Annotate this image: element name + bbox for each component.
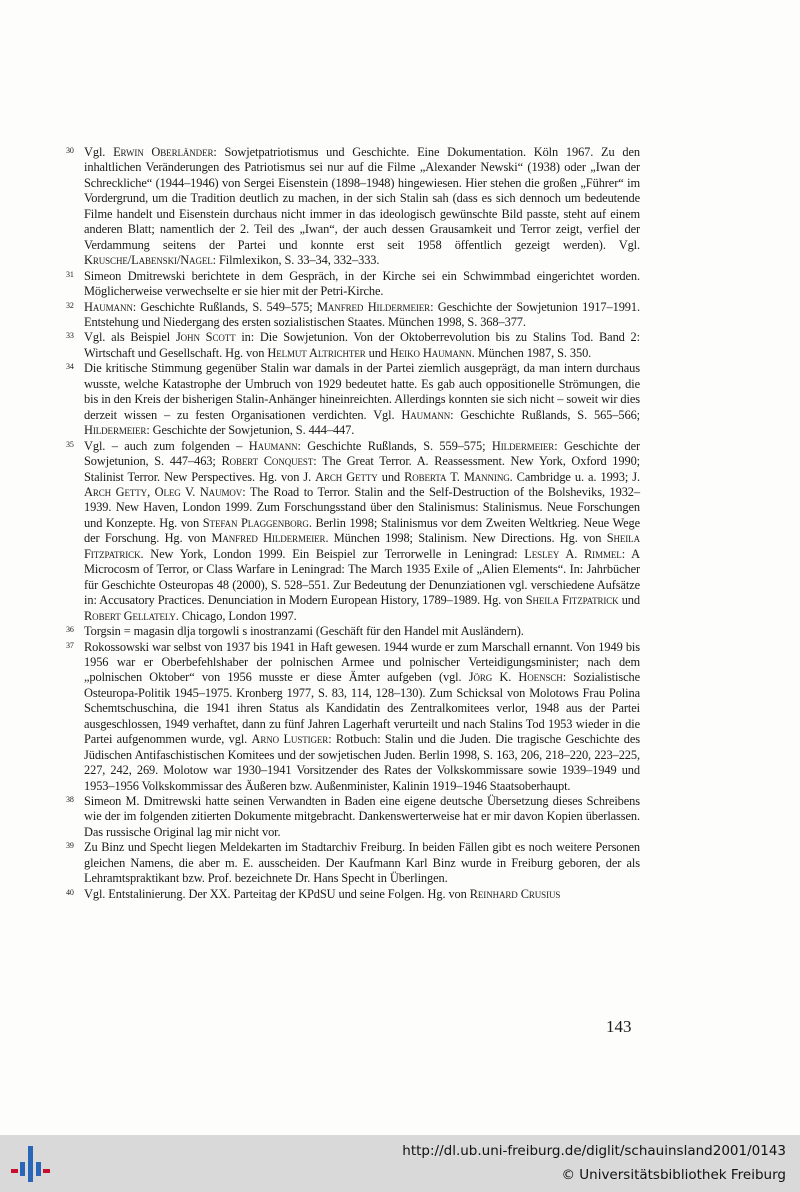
footnote (66, 330, 640, 361)
footnote-text: Vgl. Entstalinierung. Der XX. Parteitag der KPdSU und seine Folgen. Hg. von Reinhard Crusius (84, 886, 561, 901)
footnote (66, 887, 640, 902)
footnote-number: 39 (66, 841, 74, 851)
footnotes (66, 145, 640, 902)
footnote (66, 439, 640, 624)
footnote-number: 38 (66, 795, 74, 805)
footnote-text: Rokossowski war selbst von 1937 bis 1941 in Haft gewesen. 1944 wurde er zum Marschall ernannt. Von 1949 bis 1956 war er Oberbefehlshaber der polnischen Armee und polnischer Verteidigungsminister; nach dem „polnischen Oktober“ von 1956 musste er diese Ämter aufgeben (vgl. Jörg K. Hoensch: Sozialistische Osteuropa-Politik 1945–1975. Kronberg 1977, S. 83, 114, 128–130). Zum Schicksal von Molotows Frau Polina Schemtschuschina, die 1941 ihren Status als Kandidatin des Zentralkomitees verlor, 1948 aus der Partei ausgeschlossen, 1949 verhaftet, dann zu fünf Jahren Lagerhaft verurteilt und nach Stalins Tod 1953 wieder in die Partei aufgenommen wurde, vgl. Arno Lustiger: Rotbuch: Stalin und die Juden. Die tragische Geschichte des Jüdischen Antifaschistischen Komitees und der sowjetischen Juden. Berlin 1998, S. 163, 206, 218–220, 223–225, 227, 242, 269. Molotow war 1930–1941 Vorsitzender des Rates der Volkskommissare sowie 1939–1949 und 1953–1956 Volkskommissar des Äußeren bzw. Außenminister, Kalinin 1919–1946 Staatsoberhaupt. (84, 639, 640, 793)
footnote-number: 35 (66, 439, 74, 449)
source-url-link[interactable]: http://dl.ub.uni-freiburg.de/diglit/schauinsland2001/0143 (402, 1143, 786, 1159)
footnote-number: 33 (66, 331, 74, 341)
footnote (66, 794, 640, 840)
footnote-number: 32 (66, 300, 74, 310)
footnote (66, 269, 640, 300)
footnote (66, 840, 640, 886)
footnote (66, 145, 640, 269)
viewer-footer (0, 1135, 800, 1192)
footnote-number: 30 (66, 146, 74, 155)
footnote-number: 40 (66, 887, 74, 897)
footnote-text: Simeon M. Dmitrewski hatte seinen Verwandten in Baden eine eigene deutsche Übersetzung dieses Schreibens wie der im folgenden zitierten Dokumente mitgebracht. Dankenswerterweise hat er mir davon Kopien überlassen. Das russische Original lag mir nicht vor. (84, 794, 640, 839)
footnote-number: 36 (66, 625, 74, 635)
footnote-number: 37 (66, 640, 74, 650)
footnote-text: Vgl. – auch zum folgenden – Haumann: Geschichte Rußlands, S. 559–575; Hildermeier: Geschichte der Sowjetunion, S. 447–463; Robert Conquest: The Great Terror. A. Reassessment. New York, Oxford 1990; Stalinist Terror. New Perspectives. Hg. von J. Arch Getty und Roberta T. Manning. Cambridge u. a. 1993; J. Arch Getty, Oleg V. Naumov: The Road to Terror. Stalin and the Self-Destruction of the Bolsheviks, 1932–1939. New Haven, London 1999. Zum Forschungsstand über den Stalinismus: Stalinismus. Neue Forschungen und Konzepte. Hg. von Stefan Plaggenborg. Berlin 1998; Stalinismus vor dem Zweiten Weltkrieg. Neue Wege der Forschung. Hg. von Manfred Hildermeier. München 1998; Stalinism. New Directions. Hg. von Sheila Fitzpatrick. New York, London 1999. Ein Beispiel zur Terrorwelle in Leningrad: Lesley A. Rimmel: A Microcosm of Terror, or Class Warfare in Leningrad: The March 1935 Exile of „Alien Elements“. In: Jahrbücher für Geschichte Osteuropas 48 (2000), S. 528–551. Zur Bedeutung der Denunziationen vgl. verschiedene Aufsätze in: Accusatory Practices. Denunciation in Modern European History, 1789–1989. Hg. von Sheila Fitzpatrick und Robert Gellately. Chicago, London 1997. (84, 438, 641, 623)
footnote (66, 361, 640, 438)
footnote-number: 34 (66, 362, 74, 372)
footnote-text: Torgsin = magasin dlja torgowli s inostranzami (Geschäft für den Handel mit Ausländern). (84, 624, 524, 639)
page-number: 143 (606, 1017, 632, 1036)
footnote-text: Simeon Dmitrewski berichtete in dem Gespräch, in der Kirche sei ein Schwimmbad eingerichtet worden. Möglicherweise verwechselte er sie hier mit der Petri-Kirche. (84, 268, 640, 299)
footnote-text: Haumann: Geschichte Rußlands, S. 549–575; Manfred Hildermeier: Geschichte der Sowjetunion 1917–1991. Entstehung und Niedergang des ersten sozialistischen Staates. München 1998, S. 368–377. (84, 299, 640, 329)
footnote-text: Vgl. als Beispiel John Scott in: Die Sowjetunion. Von der Oktoberrevolution bis zu Stalins Tod. Band 2: Wirtschaft und Gesellschaft. Hg. von Helmut Altrichter und Heiko Haumann. München 1987, S. 350. (84, 330, 640, 360)
footnote-text: Vgl. Erwin Oberländer: Sowjetpatriotismus und Geschichte. Eine Dokumentation. Köln 1967. Zu den inhaltlichen Veränderungen des Patriotismus sei nur auf die Filme „Alexander Newski“ (1938) oder „Iwan der Schreckliche“ (1944–1946) von Sergei Eisenstein (1898–1948) hingewiesen. Hier stehen die großen „Führer“ im Vordergrund, um die Tradition deutlich zu machen, in der sich Stalin sah (dass es sich dennoch um bedeutende Filme handelt und Eisenstein durchaus nicht immer in das ideologisch gewünschte Bild passte, steht auf einem anderen Blatt; namentlich der 2. Teil des „Iwan“, der auch dessen Grausamkeit und Terror zeigt, verfiel der Verdammung seitens der Partei und konnte erst seit 1958 öffentlich gezeigt werden). Vgl. Krusche/Labenski/Nagel: Filmlexikon, S. 33–34, 332–333. (84, 145, 640, 268)
footnote-text: Zu Binz und Specht liegen Meldekarten im Stadtarchiv Freiburg. In beiden Fällen gibt es noch weitere Personen gleichen Namens, die aber m. E. ausscheiden. Der Kaufmann Karl Binz wurde in Freiburg geboren, der als Lehramtspraktikant bzw. Prof. bezeichnete Dr. Hans Specht in Überlingen. (84, 840, 640, 886)
copyright-text: © Universitätsbibliothek Freiburg (561, 1167, 786, 1183)
footnote (66, 300, 640, 331)
footnote-number: 31 (66, 269, 74, 279)
footnote-text: Die kritische Stimmung gegenüber Stalin war damals in der Partei ziemlich ausgeprägt, da man intern durchaus wusste, welche Katastrophe der Umbruch von 1929 bedeutet hatte. Es gab auch oppositionelle Strömungen, die bis in den Kreis der bisherigen Stalin-Anhänger hineinreichten. Allerdings konnten sie sich nicht – soweit wir dies derzeit wissen – zu festen Organisationen verdichten. Vgl. Haumann: Geschichte Rußlands, S. 565–566; Hildermeier: Geschichte der Sowjetunion, S. 444–447. (84, 361, 641, 438)
footnote (66, 640, 640, 795)
library-logo-icon (8, 1142, 52, 1186)
footnote (66, 624, 640, 639)
